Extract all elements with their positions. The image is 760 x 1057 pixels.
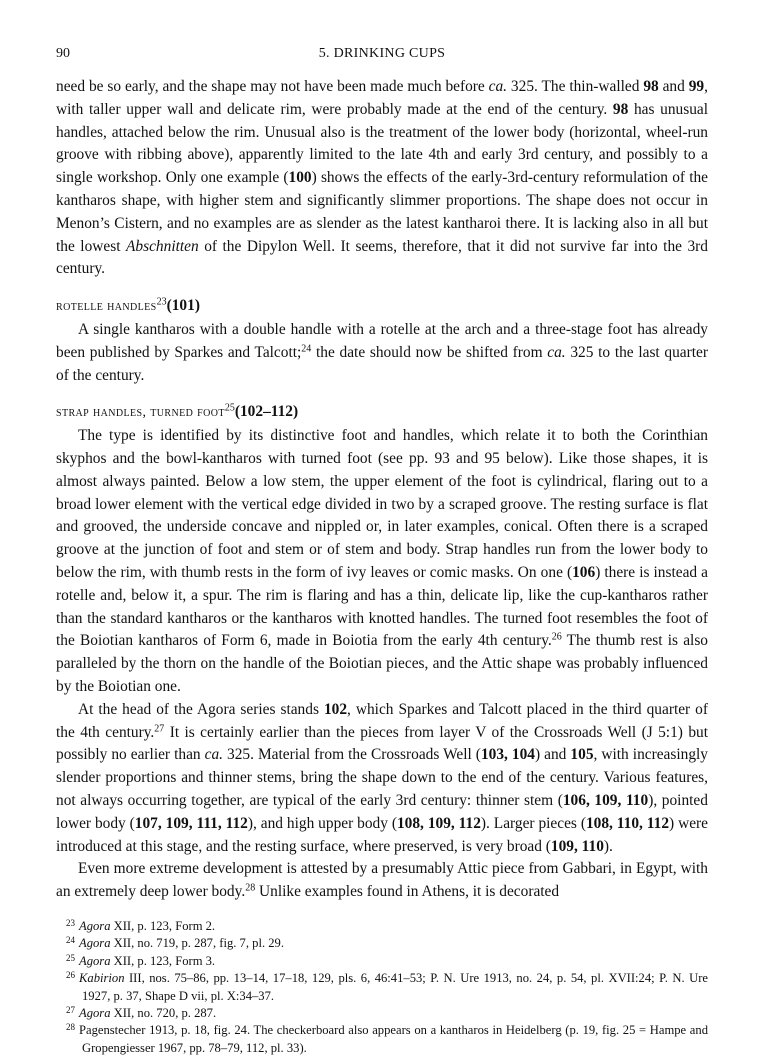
catalog-ref: 108, 109, 112 bbox=[396, 814, 481, 832]
text-run: has unusual handles, attached below the rim. Unusual also is the treatment of the lower body (horizontal, wheel-run groove with ribbing above), apparently limited to the late 4th and early 3rd century, and possibly to a single workshop. Only one example ( bbox=[56, 100, 709, 187]
catalog-ref: 107, 109, 111, 112 bbox=[134, 814, 248, 832]
text-run: ), pointed lower body ( bbox=[56, 791, 708, 832]
text-run: , with increasingly slender proportions and thinner stems, bring the shape down to the end of the century. Various features, not always occurring together, are typical of the early 3rd century: thinner stem ( bbox=[56, 746, 709, 809]
paragraph-5 bbox=[56, 858, 708, 904]
footnote-marker[interactable]: 28 bbox=[245, 882, 256, 894]
text-run: A single kantharos with a double handle with a rotelle at the arch and a three-stage foot has already been published by Sparkes and Talcott; bbox=[56, 320, 708, 361]
text-run: ) and bbox=[535, 746, 571, 764]
text-run: ) shows the effects of the early-3rd-century reformulation of the kantharos shape, with higher stem and significantly slimmer proportions. The shape does not occur in Menon’s Cistern, and no examples are as slender as the latest kantharoi there. It is lacking also in all but the lowest bbox=[56, 169, 708, 255]
page-number: 90 bbox=[56, 46, 70, 61]
catalog-ref: (101) bbox=[166, 297, 200, 315]
footnote-marker[interactable]: 26 bbox=[551, 631, 562, 643]
section-heading-rotelle bbox=[56, 295, 708, 319]
heading-label: rotelle handles bbox=[56, 299, 157, 315]
text-run: The thumb rest is also paralleled by the thorn on the handle of the Boiotian pieces, and the Attic shape was probably influenced by the Boiotian one. bbox=[56, 632, 709, 695]
footnote-number: 25 bbox=[66, 952, 75, 963]
chapter-title: 5. DRINKING CUPS bbox=[318, 46, 446, 61]
footnote-number: 23 bbox=[66, 917, 75, 928]
footnote-marker[interactable]: 23 bbox=[156, 296, 167, 308]
paragraph-2 bbox=[56, 319, 708, 387]
italic-title: Agora bbox=[79, 936, 111, 951]
paragraph-4 bbox=[56, 699, 708, 859]
catalog-ref: 106, 109, 110 bbox=[562, 791, 649, 809]
catalog-ref: 108, 110, 112 bbox=[585, 814, 670, 832]
catalog-ref: 105 bbox=[570, 746, 594, 764]
heading-label: strap handles, turned foot bbox=[56, 405, 225, 421]
section-heading-strap bbox=[56, 401, 708, 425]
italic-title: Agora bbox=[79, 1005, 111, 1020]
catalog-ref: 103, 104 bbox=[480, 746, 535, 764]
footnote-number: 24 bbox=[66, 935, 75, 946]
footnote bbox=[56, 935, 708, 952]
footnote bbox=[56, 953, 708, 970]
footnote bbox=[56, 1005, 708, 1022]
catalog-ref: 98 bbox=[612, 100, 629, 118]
running-header bbox=[56, 46, 708, 68]
text-run: At the head of the Agora series stands bbox=[78, 700, 324, 718]
text-run: the date should now be shifted from bbox=[311, 343, 548, 361]
text-run: ). Larger pieces ( bbox=[480, 814, 586, 832]
text-run: 325. Material from the Crossroads Well ( bbox=[223, 746, 481, 764]
catalog-ref: 99 bbox=[688, 78, 705, 95]
footnote-number: 27 bbox=[66, 1004, 75, 1015]
italic-term: ca. bbox=[488, 78, 508, 95]
catalog-ref: 98 bbox=[643, 78, 659, 95]
text-run: 325 to the last quarter of the century. bbox=[56, 343, 708, 384]
text-run: Unlike examples found in Athens, it is decorated bbox=[255, 883, 560, 901]
footnote bbox=[56, 1022, 708, 1057]
text-run: 325. The thin-walled bbox=[507, 78, 644, 95]
text-run: ). bbox=[603, 837, 613, 855]
footnote-text: Pagenstecher 1913, p. 18, fig. 24. The checkerboard also appears on a kantharos in Heidelberg (p. 19, fig. 25 = Hampe and Gropengiesser 1967, pp. 78–79, 112, pl. 33). bbox=[79, 1023, 708, 1055]
text-run: need be so early, and the shape may not have been made much before bbox=[56, 78, 489, 95]
catalog-ref: (102–112) bbox=[234, 403, 299, 421]
italic-title: Kabirion bbox=[79, 971, 125, 986]
footnote-number: 28 bbox=[66, 1022, 75, 1033]
text-run: ) were introduced at this stage, and the resting surface, where preserved, is very broad ( bbox=[56, 814, 708, 855]
text-run: , which Sparkes and Talcott placed in the third quarter of the 4th century. bbox=[56, 700, 708, 741]
text-run: ) there is instead a rotelle and, below it, a spur. The rim is flaring and has a thin, delicate lip, like the cup-kantharos rather than the standard kantharos or the kantharos with knotted handles. The turned foot resembles the foot of the Boiotian kantharos of Form 6, made in Boiotia from the early 4th century. bbox=[56, 563, 708, 650]
footnote-marker[interactable]: 27 bbox=[154, 723, 165, 735]
footnote-text: III, nos. 75–86, pp. 13–14, 17–18, 129, pls. 6, 46:41–53; P. N. Ure 1913, no. 24, p. 54, pl. XVII:24; P. N. Ure 1927, p. 37, Shape D vii, pl. X:34–37. bbox=[82, 971, 708, 1003]
footnote-marker[interactable]: 24 bbox=[301, 343, 312, 355]
text-run: ), and high upper body ( bbox=[247, 814, 397, 832]
main-text bbox=[56, 76, 708, 904]
catalog-ref: 106 bbox=[572, 563, 596, 581]
paragraph-3 bbox=[56, 425, 708, 699]
catalog-ref: 100 bbox=[288, 169, 312, 187]
italic-term: ca. bbox=[547, 343, 566, 361]
italic-term: ca. bbox=[204, 746, 223, 764]
text-run: , with taller upper wall and delicate rim, were probably made at the end of the century. bbox=[56, 78, 708, 118]
footnotes bbox=[56, 918, 708, 1057]
catalog-ref: 109, 110 bbox=[550, 837, 604, 855]
text-run: of the Dipylon Well. It seems, therefore, that it did not survive far into the 3rd century. bbox=[56, 237, 708, 278]
text-run: Even more extreme development is attested by a presumably Attic piece from Gabbari, in Egypt, with an extremely deep lower body. bbox=[56, 860, 708, 901]
footnote bbox=[56, 918, 708, 935]
footnote-text: XII, no. 720, p. 287. bbox=[110, 1005, 217, 1020]
italic-title: Agora bbox=[79, 918, 111, 933]
page bbox=[56, 46, 708, 1057]
text-run: It is certainly earlier than the pieces from layer V of the Crossroads Well (J 5:1) but possibly no earlier than bbox=[56, 723, 708, 764]
footnote-text: XII, no. 719, p. 287, fig. 7, pl. 29. bbox=[110, 936, 284, 951]
italic-term: Abschnitten bbox=[126, 237, 199, 255]
paragraph-1 bbox=[56, 76, 708, 281]
footnote bbox=[56, 970, 708, 1005]
footnote-text: XII, p. 123, Form 3. bbox=[110, 953, 216, 968]
text-run: and bbox=[658, 78, 689, 95]
footnote-text: XII, p. 123, Form 2. bbox=[110, 918, 216, 933]
italic-title: Agora bbox=[79, 953, 111, 968]
footnote-number: 26 bbox=[66, 970, 75, 981]
catalog-ref: 102 bbox=[323, 700, 348, 718]
text-run: The type is identified by its distinctive foot and handles, which relate it to both the Corinthian skyphos and the bowl-kantharos with turned foot (see pp. 93 and 95 below). Like those shapes, it is almost always painted. Below a low stem, the upper element of the foot is cylindrical, flaring out to a broad lower element with the vertical edge divided in two by a scraped groove. The resting surface is flat and grooved, the underside concave and nippled or, in later examples, conical. Often there is a scraped groove at the junction of foot and stem or of stem and body. Strap handles run from the lower body to below the rim, with thumb rests in the form of ivy leaves or comic masks. On one ( bbox=[56, 427, 708, 581]
footnote-marker[interactable]: 25 bbox=[224, 402, 235, 414]
